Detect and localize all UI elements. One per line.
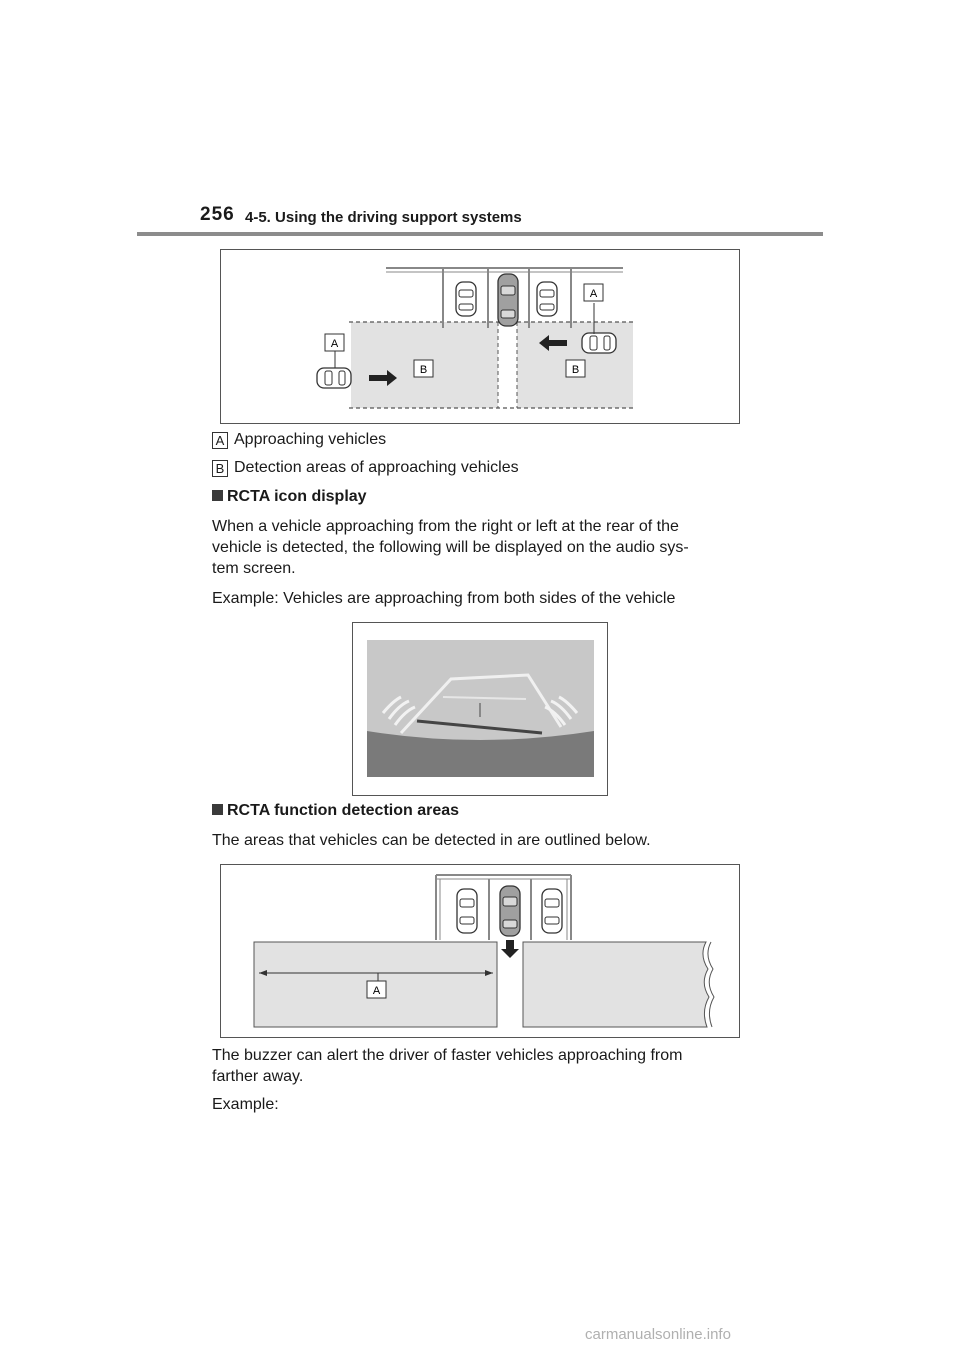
section-title: 4-5. Using the driving support systems bbox=[245, 209, 522, 226]
label-a-right bbox=[584, 284, 603, 301]
parked-car-icon bbox=[542, 889, 562, 933]
arrow-down-icon bbox=[501, 940, 519, 958]
label-b-left bbox=[414, 360, 433, 377]
paragraph-detection-areas: The areas that vehicles can be detected in are outlined below. bbox=[212, 832, 651, 849]
detection-zone-right bbox=[523, 942, 709, 1027]
svg-text:A: A bbox=[589, 288, 598, 300]
figure-approaching-vehicles-drawing bbox=[221, 250, 739, 423]
legend-text-a: Approaching vehicles bbox=[234, 431, 387, 448]
legend-item-a bbox=[212, 431, 386, 449]
svg-text:B: B bbox=[419, 364, 428, 376]
approaching-car-right-icon bbox=[582, 333, 616, 353]
example-text: Example: Vehicles are approaching from both sides of the vehicle bbox=[212, 590, 676, 607]
legend-item-b bbox=[212, 459, 519, 477]
example-label: Example: bbox=[212, 1096, 279, 1113]
approaching-car-left-icon bbox=[317, 368, 351, 388]
heading-rcta-icon-display: RCTA icon display bbox=[212, 488, 367, 506]
parked-car-icon bbox=[457, 889, 477, 933]
parked-car-icon bbox=[456, 282, 476, 316]
paragraph-icon-display: When a vehicle approaching from the right or left at the rear of the vehicle is detected, the following will be displayed on the audio sys- tem screen. bbox=[212, 518, 689, 577]
figure-detection-areas bbox=[220, 864, 740, 1038]
paragraph-buzzer: The buzzer can alert the driver of faster vehicles approaching from farther away. bbox=[212, 1047, 683, 1085]
heading-rcta-detection-areas: RCTA function detection areas bbox=[212, 802, 459, 820]
page-number: 256 bbox=[200, 204, 235, 225]
figure-approaching-vehicles bbox=[220, 249, 740, 424]
label-a-left bbox=[325, 334, 344, 351]
own-car-icon bbox=[498, 274, 518, 326]
parked-car-icon bbox=[537, 282, 557, 316]
own-car-icon bbox=[500, 886, 520, 936]
legend-key-a: A bbox=[212, 432, 228, 449]
label-a bbox=[367, 981, 386, 998]
svg-text:B: B bbox=[571, 364, 580, 376]
svg-text:A: A bbox=[372, 985, 381, 997]
label-b-right bbox=[566, 360, 585, 377]
figure-screen-display bbox=[352, 622, 608, 796]
figure-detection-areas-drawing bbox=[221, 865, 739, 1037]
square-bullet-icon bbox=[212, 804, 223, 815]
legend-key-b: B bbox=[212, 460, 228, 477]
svg-text:A: A bbox=[330, 338, 339, 350]
watermark: carmanualsonline.info bbox=[585, 1326, 731, 1343]
legend-text-b: Detection areas of approaching vehicles bbox=[234, 459, 519, 476]
square-bullet-icon bbox=[212, 490, 223, 501]
screen-display-drawing bbox=[353, 623, 607, 795]
header-rule bbox=[137, 232, 823, 236]
